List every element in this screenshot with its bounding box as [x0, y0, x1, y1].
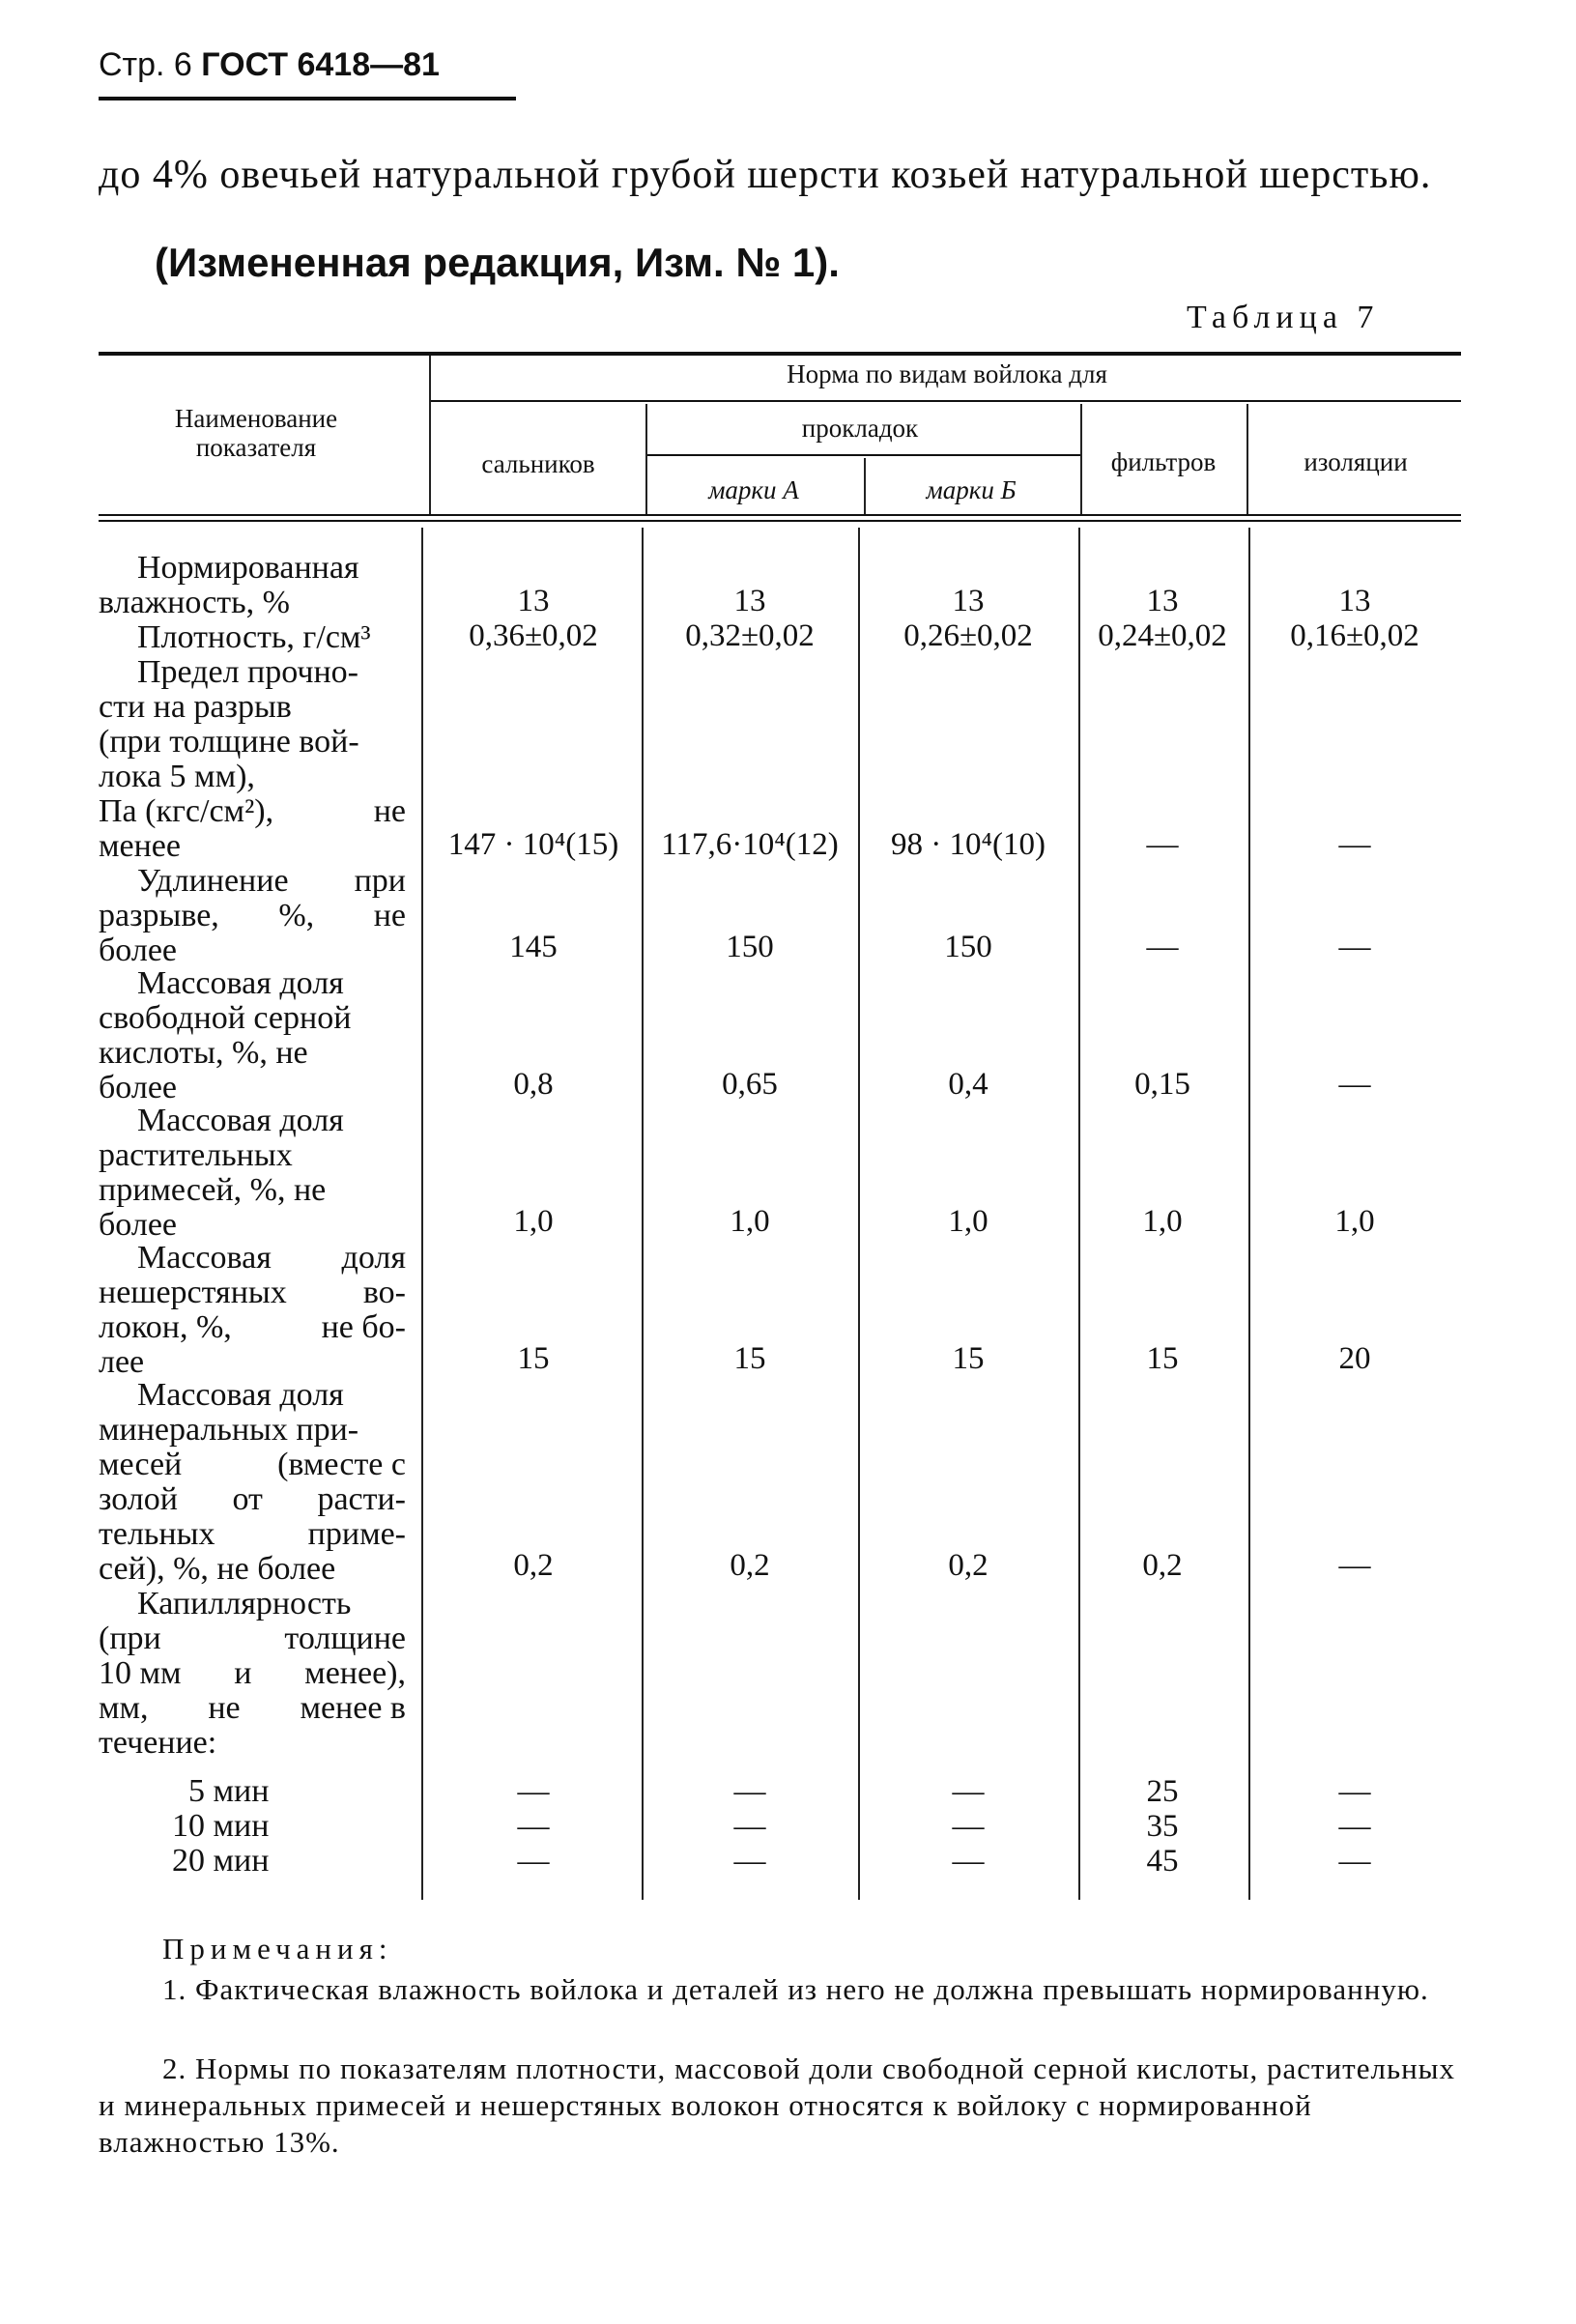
row-label-capillarity: Капиллярность (при толщине 10 мм и менее), мм, не менее в течение:	[99, 1586, 406, 1761]
table-cell: —	[1338, 1774, 1371, 1809]
note-1: 1. Фактическая влажность войлока и деталей из него не должна превышать нормированную.	[162, 1972, 1429, 2006]
table-cell: —	[952, 1809, 985, 1844]
table-cell: 0,2	[948, 1548, 989, 1583]
table-cell: 25	[1146, 1774, 1179, 1809]
body-vline	[642, 528, 644, 1900]
table-cell: 0,2	[1142, 1548, 1183, 1583]
body-vline	[858, 528, 860, 1900]
row-label-density: Плотность, г/см³	[137, 619, 371, 655]
table-cell: 20	[1338, 1341, 1371, 1376]
table-cell: —	[733, 1844, 766, 1879]
table-cell: 0,26±0,02	[903, 618, 1033, 653]
table-cell: 150	[726, 930, 774, 964]
table-cell: 15	[733, 1341, 766, 1376]
table-cell: —	[1146, 930, 1179, 964]
header-vline	[1080, 404, 1082, 514]
table-cell: 0,2	[730, 1548, 770, 1583]
row-label-elongation: Удлинение при разрыве, %, не более	[99, 863, 406, 968]
intro-paragraph: до 4% овечьей натуральной грубой шерсти козьей натуральной шерстью.	[99, 153, 1432, 197]
table-cell: 0,2	[513, 1548, 554, 1583]
table-cell: —	[1338, 1809, 1371, 1844]
table-cell: —	[1146, 827, 1179, 862]
table-cell: —	[733, 1774, 766, 1809]
header-bottom-rule-2	[99, 520, 1461, 522]
row-label-5min: 5 мин	[188, 1773, 270, 1809]
notes-title	[162, 1931, 1534, 1967]
table-cell: —	[952, 1844, 985, 1879]
row-label-acid: Массовая доля свободной серной кислоты, %, не более	[99, 965, 352, 1105]
table-cell: 0,4	[948, 1067, 989, 1102]
header-vline	[429, 356, 431, 514]
table-cell: —	[1338, 930, 1371, 964]
table-cell: 1,0	[730, 1204, 770, 1239]
row-label-mineral: Массовая доля минеральных при- месей (вместе с золой от расти- тельных приме- сей), %, не более	[99, 1377, 406, 1587]
table-cell: —	[1338, 827, 1371, 862]
table-cell: 117,6·10⁴(12)	[661, 827, 839, 862]
table-cell: —	[1338, 1067, 1371, 1102]
edition-note: (Измененная редакция, Изм. № 1).	[155, 240, 840, 285]
header-izolyacii: изоляции	[1304, 447, 1408, 476]
header-prokladok: прокладок	[801, 414, 919, 443]
table-cell: 13	[517, 584, 550, 618]
note-2: 2. Нормы по показателям плотности, массовой доли свободной серной кислоты, растительных и минеральных примесей и нешерстяных волокон относятся к войлоку с нормированной влажностью 13%.	[99, 2051, 1456, 2159]
norm-sub-rule	[429, 400, 1461, 402]
row-label-strength: Предел прочно- сти на разрыв (при толщине вой- лока 5 мм), Па (кгс/см²), не менее	[99, 654, 406, 864]
table-cell: 1,0	[1142, 1204, 1183, 1239]
row-label-10min: 10 мин	[172, 1808, 270, 1844]
table-cell: —	[517, 1774, 550, 1809]
table-cell: 13	[1338, 584, 1371, 618]
prokladok-sub-rule	[645, 454, 1080, 456]
table-top-rule	[99, 352, 1461, 356]
table-cell: —	[517, 1809, 550, 1844]
header-norm: Норма по видам войлока для	[787, 359, 1107, 388]
standard-number: ГОСТ 6418—81	[201, 46, 440, 83]
table-cell: 0,15	[1134, 1067, 1190, 1102]
table-cell: 15	[1146, 1341, 1179, 1376]
header-salnikov: сальников	[481, 449, 595, 478]
table-cell: —	[733, 1809, 766, 1844]
header-name: Наименование показателя	[174, 404, 338, 462]
page-header	[99, 46, 440, 84]
table-cell: 0,8	[513, 1067, 554, 1102]
row-label-humidity: Нормированная влажность, %	[99, 550, 359, 620]
table-cell: 1,0	[1334, 1204, 1375, 1239]
table-cell: —	[1338, 1548, 1371, 1583]
table-cell: 145	[509, 930, 558, 964]
header-bottom-rule	[99, 514, 1461, 516]
table-cell: —	[1338, 1844, 1371, 1879]
table-cell: —	[952, 1774, 985, 1809]
table-cell: 0,16±0,02	[1290, 618, 1419, 653]
table-title: Таблица 7	[1187, 300, 1380, 335]
table-cell: 45	[1146, 1844, 1179, 1879]
table-cell: 0,65	[722, 1067, 778, 1102]
row-label-fibers: Массовая доля нешерстяных во- локон, %, не бо- лее	[99, 1240, 406, 1380]
table-cell: 1,0	[513, 1204, 554, 1239]
table-cell: 0,36±0,02	[469, 618, 598, 653]
table-cell: 0,24±0,02	[1098, 618, 1227, 653]
header-vline	[1246, 404, 1248, 514]
body-vline	[421, 528, 423, 1900]
table-cell: 1,0	[948, 1204, 989, 1239]
table-cell: 147 · 10⁴(15)	[447, 827, 619, 862]
header-vline	[645, 404, 647, 514]
table-cell: 13	[733, 584, 766, 618]
table-cell: —	[517, 1844, 550, 1879]
table-cell: 13	[952, 584, 985, 618]
row-label-plant: Массовая доля растительных примесей, %, не более	[99, 1103, 344, 1243]
table-cell: 15	[952, 1341, 985, 1376]
row-label-20min: 20 мин	[172, 1843, 270, 1879]
table-cell: 15	[517, 1341, 550, 1376]
header-filtrov: фильтров	[1110, 447, 1217, 476]
header-marka-a: марки А	[708, 475, 799, 504]
table-cell: 150	[944, 930, 992, 964]
header-rule	[99, 97, 516, 100]
notes-title-text: Примечания:	[162, 1932, 393, 1965]
table-cell: 35	[1146, 1809, 1179, 1844]
header-marka-b: марки Б	[926, 475, 1017, 504]
table-cell: 0,32±0,02	[685, 618, 815, 653]
table-cell: 13	[1146, 584, 1179, 618]
header-vline	[864, 458, 866, 514]
page-number: Стр. 6	[99, 46, 192, 83]
table-cell: 98 · 10⁴(10)	[891, 827, 1046, 862]
